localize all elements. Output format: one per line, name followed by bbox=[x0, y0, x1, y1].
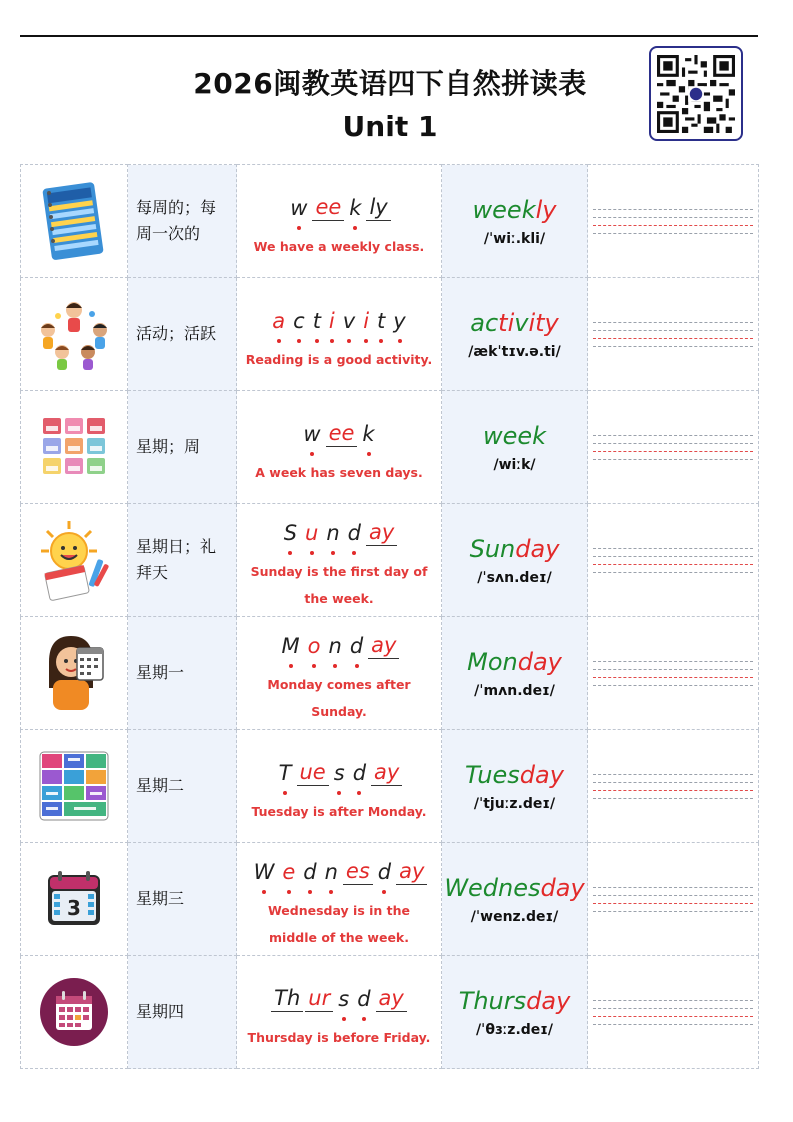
chinese-cell bbox=[128, 391, 237, 504]
writing-line bbox=[593, 346, 753, 347]
handwriting-lines[interactable] bbox=[588, 278, 759, 391]
writing-line bbox=[593, 798, 753, 799]
phonics-segment: a bbox=[269, 308, 288, 334]
phonics-dot bbox=[329, 890, 333, 894]
phonics-segment: y bbox=[390, 308, 408, 334]
writing-line bbox=[593, 217, 753, 218]
phonetic-transcription: /wiːk/ bbox=[493, 457, 536, 473]
vocabulary-word bbox=[442, 308, 587, 338]
word-cell bbox=[442, 730, 588, 843]
phonics-cell bbox=[237, 956, 442, 1069]
phonics-segment: o bbox=[305, 633, 324, 659]
example-sentence: Sunday is the first day of the week. bbox=[250, 564, 428, 606]
vocabulary-word bbox=[442, 195, 587, 225]
table-row bbox=[21, 504, 759, 617]
example-sentence: We have a weekly class. bbox=[253, 238, 425, 254]
writing-line bbox=[593, 322, 753, 323]
phonics-cell bbox=[237, 391, 442, 504]
phonics-segment: d bbox=[345, 520, 364, 546]
writing-line bbox=[593, 435, 753, 436]
phonics-cell bbox=[237, 504, 442, 617]
table-row bbox=[21, 278, 759, 391]
children-activity-icon bbox=[32, 296, 116, 372]
phonics-dot bbox=[367, 452, 371, 456]
word-cell bbox=[442, 278, 588, 391]
writing-line bbox=[593, 330, 753, 331]
picture-cell bbox=[21, 278, 128, 391]
word-cell bbox=[442, 617, 588, 730]
table-row bbox=[21, 956, 759, 1069]
phonics-segment: Th bbox=[271, 985, 303, 1012]
handwriting-lines[interactable] bbox=[588, 165, 759, 278]
chinese-line: 星期一 bbox=[136, 663, 185, 682]
writing-line bbox=[593, 895, 753, 896]
word-part: day bbox=[517, 648, 562, 676]
vocabulary-word bbox=[442, 534, 587, 564]
writing-line bbox=[593, 548, 753, 549]
phonics-segment: v bbox=[340, 308, 358, 334]
writing-line bbox=[593, 669, 753, 670]
word-part: Sun bbox=[469, 535, 516, 563]
chinese-cell bbox=[128, 843, 237, 956]
schedule-board-icon bbox=[41, 181, 107, 261]
word-part: v bbox=[514, 309, 529, 337]
phonics-dot bbox=[262, 890, 266, 894]
girl-calendar-icon bbox=[39, 632, 109, 714]
phonics-segment: w bbox=[300, 421, 323, 447]
writing-line bbox=[593, 661, 753, 662]
phonics-segment: d bbox=[300, 859, 319, 885]
writing-line bbox=[593, 887, 753, 888]
phonics-breakdown bbox=[237, 748, 441, 786]
calendar-3-icon bbox=[44, 869, 104, 929]
writing-line bbox=[593, 677, 753, 678]
phonics-dot bbox=[342, 1017, 346, 1021]
phonics-segment: d bbox=[375, 859, 394, 885]
phonics-dot bbox=[312, 664, 316, 668]
top-rule bbox=[20, 35, 758, 37]
phonics-segment: S bbox=[281, 520, 300, 546]
vocabulary-word bbox=[442, 421, 587, 451]
chinese-line: 每周的；每 bbox=[136, 198, 217, 217]
handwriting-lines[interactable] bbox=[588, 617, 759, 730]
svg-text:3: 3 bbox=[67, 896, 81, 920]
phonics-dot bbox=[277, 339, 281, 343]
writing-line bbox=[593, 1016, 753, 1017]
table-row bbox=[21, 730, 759, 843]
vocabulary-table bbox=[20, 164, 759, 1069]
table-row bbox=[21, 843, 759, 956]
writing-line bbox=[593, 790, 753, 791]
writing-line bbox=[593, 774, 753, 775]
chinese-line: 活动；活跃 bbox=[136, 324, 217, 343]
phonics-dot bbox=[382, 890, 386, 894]
writing-line bbox=[593, 782, 753, 783]
phonics-segment: ee bbox=[312, 194, 344, 221]
chinese-cell bbox=[128, 956, 237, 1069]
phonics-cell bbox=[237, 617, 442, 730]
chinese-meaning bbox=[128, 999, 236, 1025]
word-cell bbox=[442, 165, 588, 278]
phonics-segment: i bbox=[326, 308, 338, 334]
phonetic-transcription: /ækˈtɪv.ə.ti/ bbox=[468, 344, 561, 360]
phonics-dot bbox=[288, 551, 292, 555]
vocabulary-word bbox=[442, 986, 587, 1016]
picture-cell bbox=[21, 956, 128, 1069]
handwriting-lines[interactable] bbox=[588, 730, 759, 843]
writing-line bbox=[593, 459, 753, 460]
phonics-segment: e bbox=[279, 859, 298, 885]
table-row bbox=[21, 391, 759, 504]
word-cell bbox=[442, 843, 588, 956]
table-row bbox=[21, 165, 759, 278]
phonetic-transcription: /ˈsʌn.deɪ/ bbox=[477, 570, 552, 586]
chinese-meaning bbox=[128, 434, 236, 460]
writing-line bbox=[593, 209, 753, 210]
round-calendar-icon bbox=[38, 976, 110, 1048]
phonics-dot bbox=[333, 664, 337, 668]
handwriting-lines[interactable] bbox=[588, 843, 759, 956]
chinese-line: 星期日；礼 bbox=[136, 537, 217, 556]
page-title: 2026闽教英语四下自然拼读表 bbox=[193, 67, 587, 100]
word-part: day bbox=[519, 761, 564, 789]
chinese-line: 拜天 bbox=[136, 563, 169, 582]
word-part: Tues bbox=[465, 761, 520, 789]
phonics-dot bbox=[310, 551, 314, 555]
phonics-segment: t bbox=[310, 308, 324, 334]
phonics-segment: T bbox=[276, 760, 295, 786]
phonics-segment: c bbox=[290, 308, 308, 334]
writing-line bbox=[593, 451, 753, 452]
word-cell bbox=[442, 391, 588, 504]
phonics-segment: k bbox=[346, 195, 364, 221]
writing-line bbox=[593, 564, 753, 565]
chinese-meaning bbox=[128, 773, 236, 799]
phonics-dot bbox=[337, 791, 341, 795]
chinese-cell bbox=[128, 504, 237, 617]
chinese-cell bbox=[128, 730, 237, 843]
phonics-segment: d bbox=[354, 986, 373, 1012]
phonics-segment: W bbox=[251, 859, 278, 885]
phonics-segment: d bbox=[347, 633, 366, 659]
picture-cell bbox=[21, 165, 128, 278]
phonics-segment: k bbox=[359, 421, 377, 447]
phonics-dot bbox=[297, 339, 301, 343]
chinese-meaning bbox=[128, 321, 236, 347]
phonics-breakdown bbox=[237, 508, 441, 546]
phonics-breakdown bbox=[237, 974, 441, 1012]
phonics-cell bbox=[237, 165, 442, 278]
table-row bbox=[21, 617, 759, 730]
writing-line bbox=[593, 685, 753, 686]
phonics-dot bbox=[398, 339, 402, 343]
chinese-line: 周一次的 bbox=[136, 224, 201, 243]
writing-line bbox=[593, 1024, 753, 1025]
phonics-segment: M bbox=[279, 633, 303, 659]
phonics-dot bbox=[353, 226, 357, 230]
word-part: day bbox=[540, 874, 585, 902]
phonics-dot bbox=[289, 664, 293, 668]
phonics-dot bbox=[362, 1017, 366, 1021]
word-part: week bbox=[472, 196, 536, 224]
handwriting-lines[interactable] bbox=[588, 391, 759, 504]
word-part: day bbox=[515, 535, 560, 563]
phonics-cell bbox=[237, 730, 442, 843]
phonics-dot bbox=[297, 226, 301, 230]
phonetic-transcription: /ˈmʌn.deɪ/ bbox=[474, 683, 555, 699]
phonics-segment: ay bbox=[368, 632, 399, 659]
chinese-line: 星期三 bbox=[136, 889, 185, 908]
chinese-cell bbox=[128, 165, 237, 278]
writing-line bbox=[593, 572, 753, 573]
writing-line bbox=[593, 338, 753, 339]
phonics-breakdown bbox=[237, 621, 441, 659]
picture-cell bbox=[21, 730, 128, 843]
phonics-dot bbox=[283, 791, 287, 795]
chinese-line: 星期四 bbox=[136, 1002, 185, 1021]
phonics-breakdown bbox=[237, 409, 441, 447]
phonics-segment: n bbox=[326, 633, 345, 659]
example-sentence: A week has seven days. bbox=[255, 464, 423, 480]
word-part: ly bbox=[535, 196, 557, 224]
chinese-cell bbox=[128, 278, 237, 391]
phonics-segment: i bbox=[360, 308, 372, 334]
word-part: week bbox=[482, 422, 547, 450]
qr-code-icon bbox=[657, 55, 735, 133]
calendar-grid-icon bbox=[39, 412, 109, 482]
phonics-segment: ly bbox=[366, 194, 390, 221]
chinese-meaning bbox=[128, 534, 236, 586]
phonics-segment: ay bbox=[376, 985, 407, 1012]
phonetic-transcription: /ˈwiː.kli/ bbox=[483, 231, 546, 247]
phonetic-transcription: /ˈtjuːz.deɪ/ bbox=[473, 796, 556, 812]
phonics-segment: w bbox=[287, 195, 310, 221]
word-cell bbox=[442, 956, 588, 1069]
phonics-segment: ue bbox=[297, 759, 329, 786]
phonics-segment: ay bbox=[371, 759, 402, 786]
phonics-segment: es bbox=[343, 858, 373, 885]
vocabulary-word bbox=[442, 760, 587, 790]
phonics-dot bbox=[347, 339, 351, 343]
phonetic-transcription: /ˈwenz.deɪ/ bbox=[470, 909, 559, 925]
writing-line bbox=[593, 1000, 753, 1001]
picture-cell bbox=[21, 843, 128, 956]
phonics-dot bbox=[308, 890, 312, 894]
writing-line bbox=[593, 903, 753, 904]
word-part: Mon bbox=[467, 648, 518, 676]
phonics-dot bbox=[330, 339, 334, 343]
phonics-dot bbox=[355, 664, 359, 668]
phonics-breakdown bbox=[237, 847, 441, 885]
phonics-dot bbox=[352, 551, 356, 555]
phonics-dot bbox=[310, 452, 314, 456]
phonics-segment: s bbox=[335, 986, 352, 1012]
writing-line bbox=[593, 556, 753, 557]
writing-line bbox=[593, 911, 753, 912]
phonics-breakdown bbox=[237, 183, 441, 221]
word-part: Thurs bbox=[458, 987, 527, 1015]
phonics-segment: n bbox=[323, 520, 342, 546]
example-sentence: Reading is a good activity. bbox=[245, 351, 433, 367]
word-part: ti bbox=[498, 309, 515, 337]
word-part: day bbox=[526, 987, 571, 1015]
vocabulary-word bbox=[442, 647, 587, 677]
example-sentence: Wednesday is in the middle of the week. bbox=[267, 903, 411, 945]
phonics-cell bbox=[237, 843, 442, 956]
picture-cell bbox=[21, 391, 128, 504]
sun-calendar-icon bbox=[37, 519, 111, 601]
phonics-segment: n bbox=[322, 859, 341, 885]
phonics-dot bbox=[379, 339, 383, 343]
picture-cell bbox=[21, 617, 128, 730]
vocabulary-word bbox=[442, 873, 587, 903]
weekday-chart-icon bbox=[38, 750, 110, 822]
phonics-segment: ay bbox=[366, 519, 397, 546]
qr-code[interactable] bbox=[649, 46, 743, 141]
picture-cell bbox=[21, 504, 128, 617]
phonics-dot bbox=[287, 890, 291, 894]
chinese-meaning bbox=[128, 660, 236, 686]
word-part: Wednes bbox=[444, 874, 541, 902]
phonics-dot bbox=[315, 339, 319, 343]
phonics-segment: ur bbox=[305, 985, 333, 1012]
writing-line bbox=[593, 1008, 753, 1009]
chinese-meaning bbox=[128, 886, 236, 912]
example-sentence: Monday comes after Sunday. bbox=[267, 677, 411, 719]
word-part: ity bbox=[528, 309, 559, 337]
word-part: ac bbox=[470, 309, 499, 337]
chinese-line: 星期；周 bbox=[136, 437, 201, 456]
handwriting-lines[interactable] bbox=[588, 504, 759, 617]
phonics-breakdown bbox=[237, 296, 441, 334]
phonics-cell bbox=[237, 278, 442, 391]
phonics-dot bbox=[357, 791, 361, 795]
phonics-segment: d bbox=[350, 760, 369, 786]
chinese-meaning bbox=[128, 195, 236, 247]
phonics-segment: s bbox=[331, 760, 348, 786]
writing-line bbox=[593, 443, 753, 444]
chinese-line: 星期二 bbox=[136, 776, 185, 795]
example-sentence: Tuesday is after Monday. bbox=[251, 803, 427, 819]
phonics-dot bbox=[331, 551, 335, 555]
unit-subtitle: Unit 1 bbox=[342, 110, 438, 143]
phonics-segment: t bbox=[374, 308, 388, 334]
chinese-cell bbox=[128, 617, 237, 730]
handwriting-lines[interactable] bbox=[588, 956, 759, 1069]
example-sentence: Thursday is before Friday. bbox=[247, 1029, 431, 1045]
phonics-segment: ay bbox=[396, 858, 427, 885]
writing-line bbox=[593, 225, 753, 226]
phonics-segment: ee bbox=[326, 420, 358, 447]
phonetic-transcription: /ˈθɜːz.deɪ/ bbox=[475, 1022, 554, 1038]
word-cell bbox=[442, 504, 588, 617]
writing-line bbox=[593, 233, 753, 234]
phonics-segment: u bbox=[302, 520, 321, 546]
phonics-dot bbox=[364, 339, 368, 343]
